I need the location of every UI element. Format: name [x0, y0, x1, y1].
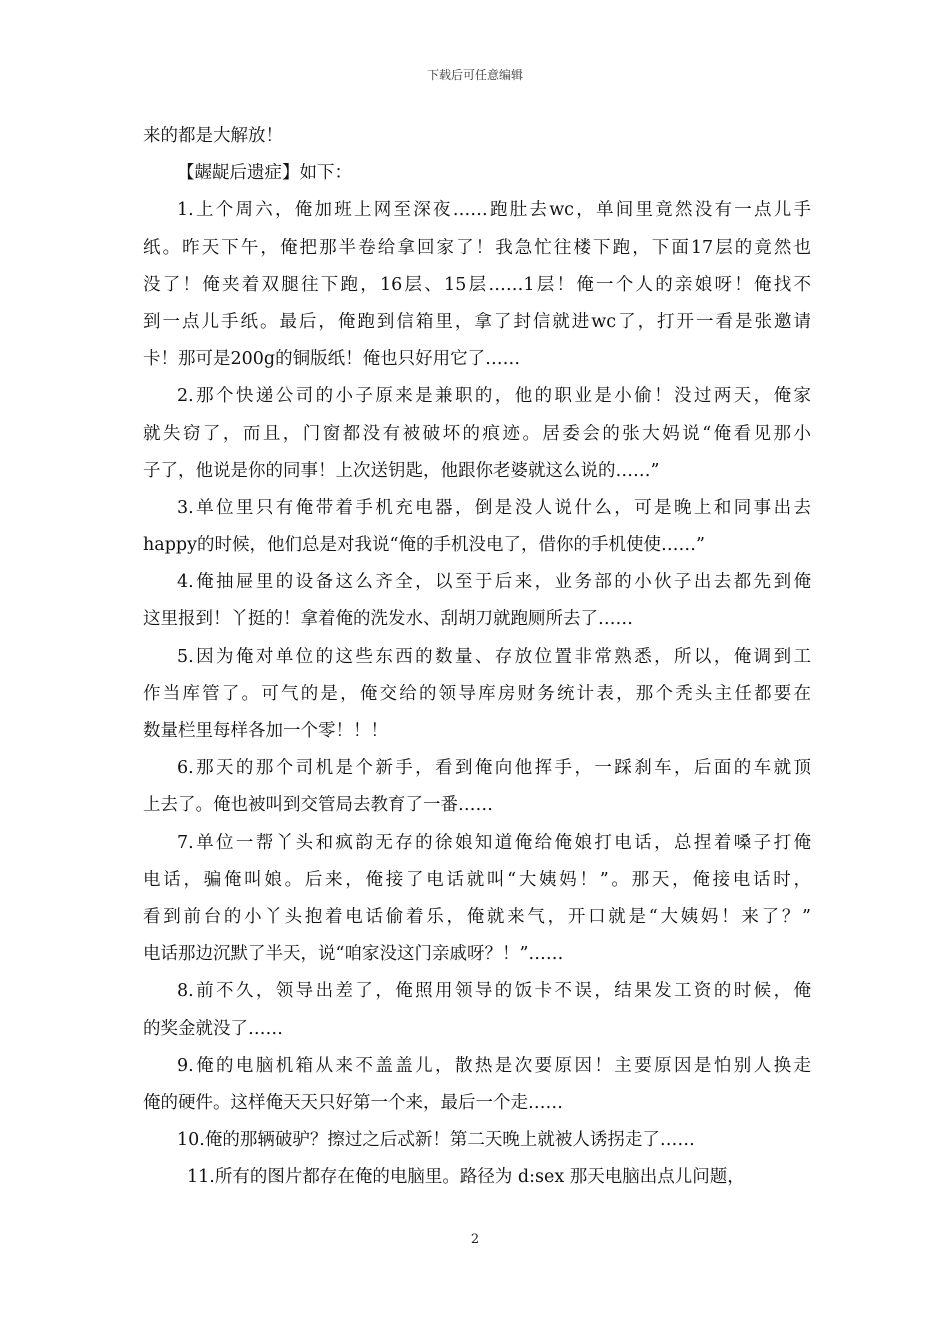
paragraph-4-line: 4.俺抽屉里的设备这么齐全，以至于后来，业务部的小伙子出去都先到俺: [177, 572, 811, 593]
paragraph-9-line: 俺的硬件。这样俺天天只好第一个来，最后一个走……: [143, 1092, 563, 1113]
paragraph-5-line: 作当库管了。可气的是，俺交给的领导库房财务统计表，那个秃头主任都要在: [143, 683, 811, 704]
page-number: 2: [470, 1232, 480, 1247]
paragraph-3-line: happy的时候，他们总是对我说“俺的手机没电了，借你的手机使使……”: [143, 535, 705, 556]
paragraph-8-line: 8.前不久，领导出差了，俺照用领导的饭卡不误，结果发工资的时候，俺: [177, 981, 811, 1002]
paragraph-6-line: 上去了。俺也被叫到交管局去教育了一番……: [143, 795, 493, 816]
paragraph-1-line: 1.上个周六，俺加班上网至深夜……跑肚去wc，单间里竟然没有一点儿手: [177, 200, 811, 221]
paragraph-1-line: 卡！那可是200g的铜版纸！俺也只好用它了……: [143, 349, 521, 370]
paragraph-2-line: 2.那个快递公司的小子原来是兼职的，他的职业是小偷！没过两天，俺家: [177, 386, 811, 407]
paragraph-7-line: 看到前台的小丫头抱着电话偷着乐，俺就来气，开口就是“大姨妈！来了？”: [143, 906, 811, 927]
paragraph-9-line: 9.俺的电脑机箱从来不盖盖儿，散热是次要原因！主要原因是怕别人换走: [177, 1055, 811, 1076]
text-line: 来的都是大解放！: [143, 126, 283, 146]
paragraph-11-line: 11.所有的图片都存在俺的电脑里。路径为 d:sex 那天电脑出点儿问题，: [187, 1167, 745, 1188]
paragraph-1-line: 纸。昨天下午，俺把那半卷给拿回家了！我急忙往楼下跑，下面17层的竟然也: [143, 237, 811, 258]
paragraph-1-line: 没了！俺夹着双腿往下跑，16层、15层……1层！俺一个人的亲娘呀！俺找不: [143, 274, 811, 295]
paragraph-2-line: 子了，他说是你的同事！上次送钥匙，他跟你老婆就这么说的……”: [143, 460, 660, 481]
paragraph-5-line: 数量栏里每样各加一个零！！！: [143, 721, 388, 741]
paragraph-1-line: 到一点儿手纸。最后，俺跑到信箱里，拿了封信就进wc了，打开一看是张邀请: [143, 311, 811, 332]
paragraph-5-line: 5.因为俺对单位的这些东西的数量、存放位置非常熟悉，所以，俺调到工: [177, 646, 811, 667]
paragraph-8-line: 的奖金就没了……: [143, 1018, 283, 1039]
paragraph-7-line: 电话，骗俺叫娘。后来，俺接了电话就叫“大姨妈！”。那天，俺接电话时，: [143, 869, 811, 890]
paragraph-7-line: 7.单位一帮丫头和疯韵无存的徐娘知道俺给俺娘打电话，总捏着嗓子打俺: [177, 832, 811, 853]
section-heading: 【龌龊后遗症】如下：: [177, 163, 352, 184]
page-header: 下载后可任意编辑: [426, 68, 523, 82]
paragraph-2-line: 就失窃了，而且，门窗都没有被破坏的痕迹。居委会的张大妈说“俺看见那小: [143, 423, 811, 444]
paragraph-4-line: 这里报到！丫挺的！拿着俺的洗发水、刮胡刀就跑厕所去了……: [143, 609, 633, 630]
paragraph-6-line: 6.那天的那个司机是个新手，看到俺向他挥手，一踩刹车，后面的车就顶: [177, 758, 811, 779]
paragraph-10-line: 10.俺的那辆破驴？擦过之后忒新！第二天晚上就被人诱拐走了……: [177, 1130, 695, 1151]
paragraph-3-line: 3.单位里只有俺带着手机充电器，倒是没人说什么，可是晚上和同事出去: [177, 497, 811, 518]
paragraph-7-line: 电话那边沉默了半天，说“咱家没这门亲戚呀？！”……: [143, 944, 564, 965]
document-body: [143, 118, 811, 1196]
